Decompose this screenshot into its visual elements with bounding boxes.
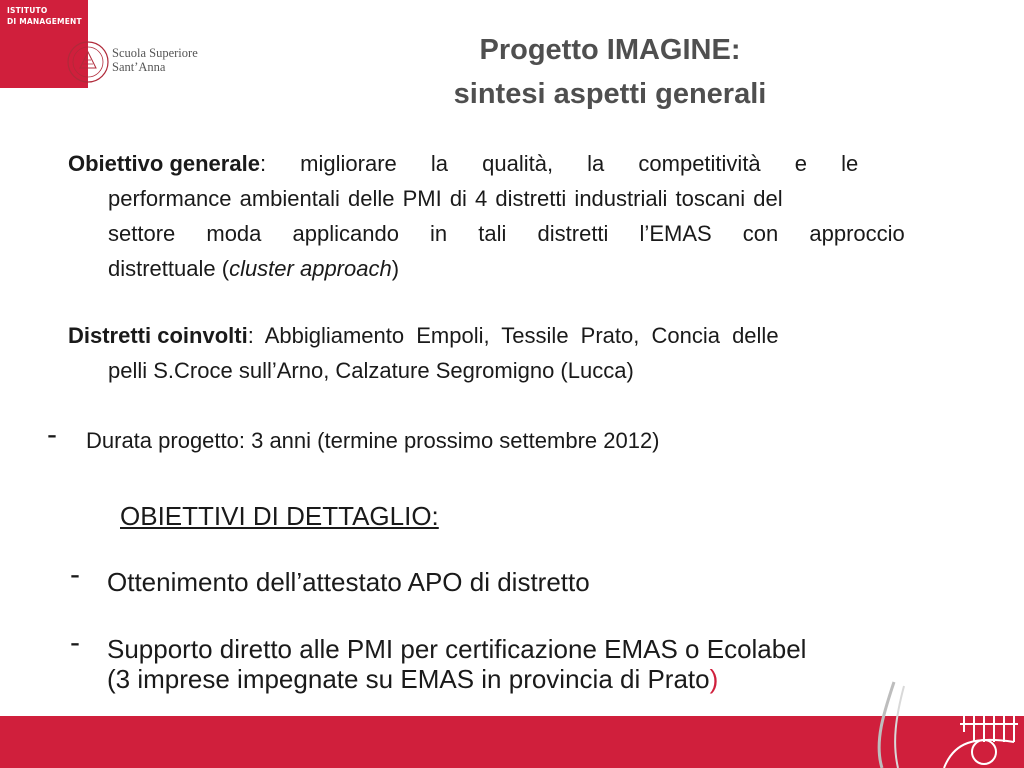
details-item-2-paren: ) [709,664,719,694]
slide-title-line1: Progetto IMAGINE: [479,34,741,66]
cluster-approach: cluster approach [229,256,392,281]
objective-text-4a: distrettuale ( [108,256,230,281]
objective-text-1: : migliorare la qualità, la competitività e le [259,151,859,176]
logo-line1: Scuola Superiore [112,46,198,60]
institute-line2: DI MANAGEMENT [7,17,82,26]
details-item-2-line1: Supporto diretto alle PMI per certificazione EMAS o Ecolabel [107,634,807,664]
objective-line1 [68,146,980,181]
districts-text-1: : Abbigliamento Empoli, Tessile Prato, Concia delle [247,323,779,348]
duration-text: Durata progetto: 3 anni (termine prossimo settembre 2012) [86,428,660,453]
details-item-2-text: (3 imprese impegnate su EMAS in provincia di Prato [107,664,710,694]
details-bullet-1: - [70,558,80,591]
slide-title-line2: sintesi aspetti generali [453,78,767,110]
footer-bar [0,716,1024,768]
details-heading: OBIETTIVI DI DETTAGLIO: [120,501,439,531]
university-logo [66,40,226,84]
details-item-2-line2 [107,664,718,694]
footer-ornament-icon [874,672,1024,768]
objective-label: Obiettivo generale [68,151,260,176]
logo-text [112,46,198,74]
objective-text-4c: ) [391,256,400,281]
objective-line3: settore moda applicando in tali distretti l’EMAS con approccio [108,221,905,246]
districts-label: Distretti coinvolti [68,323,248,348]
objective-line2: performance ambientali delle PMI di 4 distretti industriali toscani del [108,186,783,211]
districts-line1 [68,318,779,353]
duration-bullet: - [47,418,57,451]
logo-line2: Sant’Anna [112,60,166,74]
districts-line2: pelli S.Croce sull’Arno, Calzature Segromigno (Lucca) [108,358,634,383]
objective-line4 [108,251,399,286]
seal-icon [66,40,110,84]
details-bullet-2: - [70,626,80,659]
institute-line1: ISTITUTO [7,6,48,15]
details-item-1: Ottenimento dell’attestato APO di distretto [107,567,590,597]
